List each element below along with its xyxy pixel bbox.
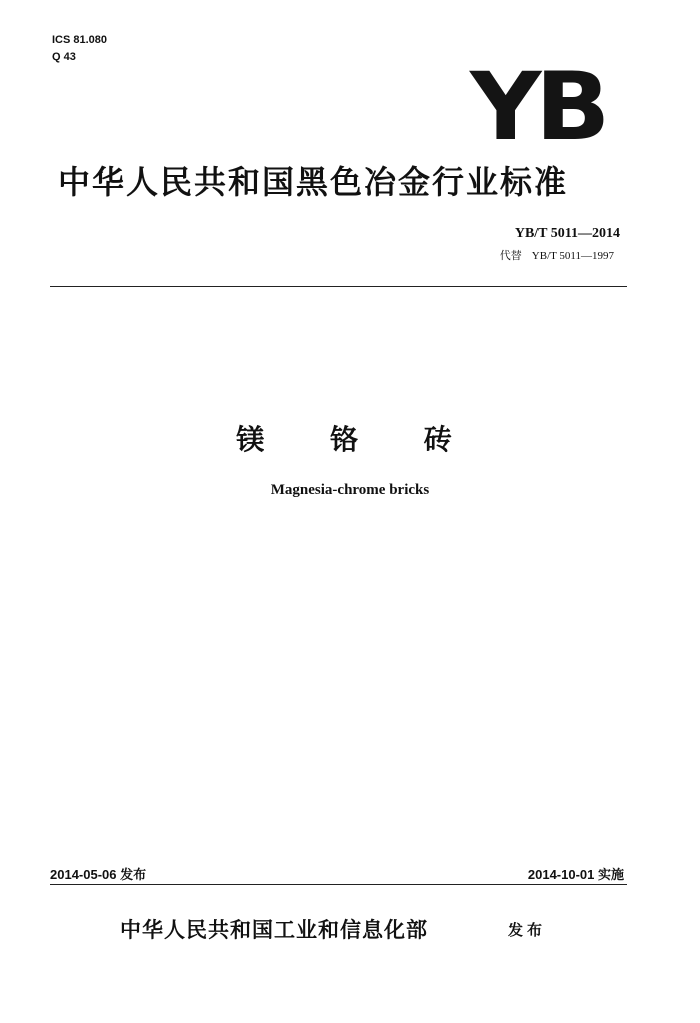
implementation-date: 2014-10-01 实施 [527, 867, 624, 882]
yb-logo: YB [470, 53, 605, 162]
issue-date: 2014-05-06 发布 [50, 867, 147, 882]
ics-code: ICS 81.080 [52, 34, 108, 46]
document-title-cn: 镁 铬 砖 [236, 423, 480, 456]
industry-standard-title: 中华人民共和国黑色冶金行业标准 [58, 163, 569, 201]
ccs-code: Q 43 [52, 51, 76, 63]
classification-codes [52, 32, 107, 66]
document-title-en: Magnesia-chrome bricks [270, 482, 430, 498]
publisher-name: 中华人民共和国工业和信息化部 [120, 918, 428, 942]
replaces-number: YB/T 5011—1997 [531, 250, 614, 262]
replaces-label: 代替 [499, 249, 522, 262]
standard-number: YB/T 5011—2014 [514, 226, 620, 241]
replaces-standard [500, 247, 614, 263]
top-divider [50, 286, 627, 287]
publish-label: 发布 [508, 921, 547, 939]
bottom-divider [50, 884, 627, 885]
